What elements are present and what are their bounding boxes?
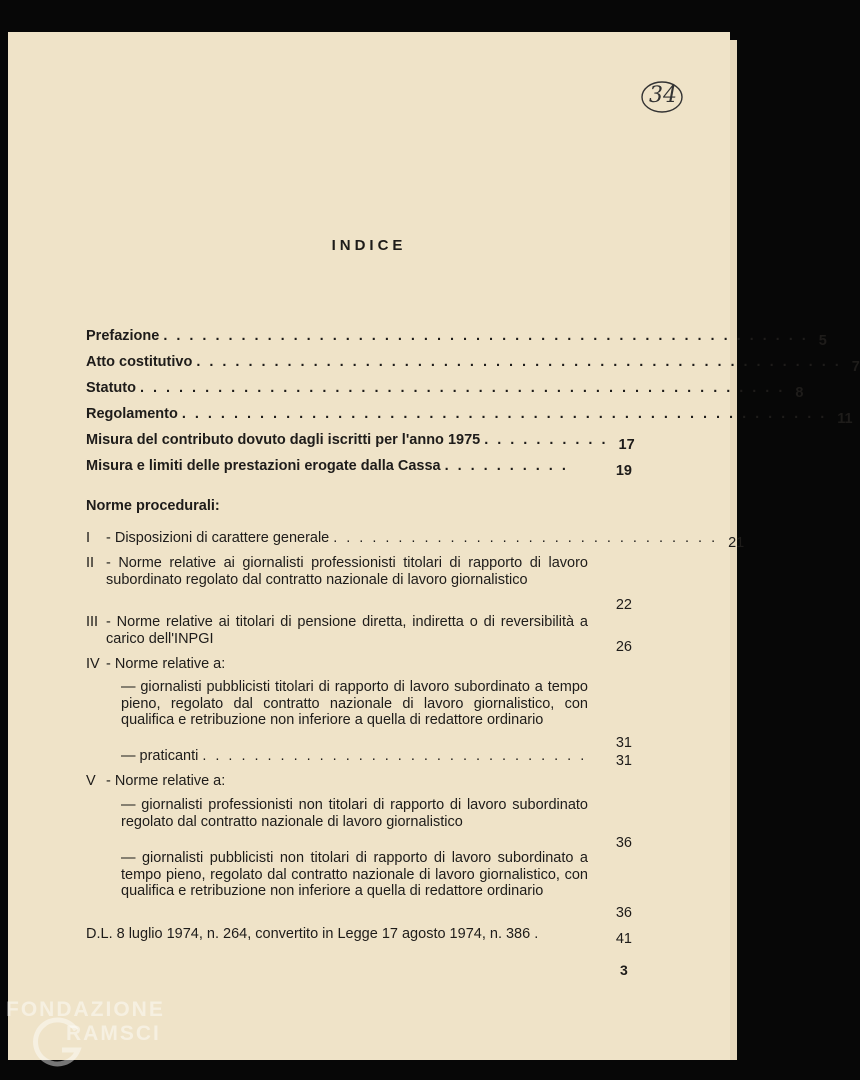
- page-title: INDICE: [331, 237, 407, 254]
- item-number: I: [86, 530, 91, 546]
- toc-entry-label: Regolamento: [86, 406, 178, 422]
- archive-stamp: [640, 80, 684, 112]
- norme-item-page-row: [568, 592, 632, 613]
- norme-subitem-page-row: [568, 730, 632, 751]
- norme-subitem: [121, 748, 632, 769]
- toc-entry-label: Atto costitutivo: [86, 354, 193, 370]
- decree-text: D.L. 8 luglio 1974, n. 264, convertito in Legge 17 agosto 1974, n. 386 .: [86, 926, 539, 942]
- toc-entry-label: Statuto: [86, 380, 136, 396]
- norme-subitem-page: 31: [615, 735, 632, 751]
- norme-subitem-text: — giornalisti pubblicisti titolari di rapporto di lavoro subordinato a tempo pieno, regolato dal contratto nazionale di lavoro giornalistico, con qualifica e retribuzione non inferiore a quella di redattore ordinario: [121, 679, 588, 728]
- stamp-number: 34: [649, 83, 677, 108]
- norme-subitem-text: — giornalisti professionisti non titolari di rapporto di lavoro subordinato regolato dal contratto nazionale di lavoro giornalistico: [121, 797, 588, 830]
- watermark-line1: FONDAZIONE: [6, 998, 165, 1021]
- norme-item-page: 26: [615, 639, 632, 655]
- item-number: II: [86, 555, 95, 571]
- norme-item-text: - Disposizioni di carattere generale: [106, 530, 330, 546]
- watermark-line2: RAMSCI: [66, 1022, 161, 1045]
- toc-entry-label: Misura e limiti delle prestazioni erogate dalla Cassa: [86, 458, 441, 474]
- norme-heading: Norme procedurali:: [86, 498, 220, 514]
- leader-dots: ..........: [444, 458, 575, 474]
- norme-item-page: 22: [615, 597, 632, 613]
- norme-item-page: 21: [728, 535, 745, 551]
- norme-item-text: - Norme relative ai titolari di pensione diretta, indiretta o di reversibilità a carico dell'INPGI: [106, 614, 588, 647]
- leader-dots: ..................................................: [181, 406, 834, 422]
- norme-subitem-page: 36: [615, 835, 632, 851]
- toc-entry-page: 17: [618, 437, 635, 453]
- norme-item-text: - Norme relative a:: [106, 773, 226, 789]
- toc-entry-label: Prefazione: [86, 328, 160, 344]
- page-number: 3: [620, 962, 628, 978]
- document-page: [8, 32, 860, 1060]
- norme-subitem-text: — giornalisti pubblicisti non titolari di rapporto di lavoro subordinato a tempo pieno, regolato dal contratto nazionale di lavoro giornalistico, con qualifica e retribuzione non inferiore a quella di redattore ordinario: [121, 850, 588, 899]
- toc-entry: [86, 458, 632, 479]
- toc-entry-page: 5: [818, 333, 827, 349]
- item-number: III: [86, 614, 99, 630]
- toc-entry-page: 8: [795, 385, 804, 401]
- decree-entry: [86, 926, 632, 947]
- item-number: V: [86, 773, 96, 789]
- norme-item-text: - Norme relative a:: [106, 656, 226, 672]
- norme-subitem-page-row: [568, 900, 632, 921]
- norme-item-text: - Norme relative ai giornalisti professionisti titolari di rapporto di lavoro subordinato regolato dal contratto nazionale di lavoro giornalistico: [106, 555, 588, 588]
- leader-dots: ..............................: [333, 530, 725, 546]
- norme-item: [106, 530, 745, 551]
- toc-entry: [86, 406, 853, 427]
- leader-dots: ..................................................: [196, 354, 848, 370]
- toc-entry: [86, 432, 635, 453]
- norme-subitem-page: 31: [615, 753, 632, 769]
- toc-entry-page: 11: [837, 411, 853, 427]
- norme-subitem-text: — praticanti: [121, 748, 199, 764]
- toc-entry: [86, 328, 827, 349]
- toc-entry-label: Misura del contributo dovuto dagli iscritti per l'anno 1975: [86, 432, 481, 448]
- toc-entry-page: 7: [851, 359, 860, 375]
- leader-dots: ..................................................: [163, 328, 815, 344]
- norme-subitem-page: 36: [615, 905, 632, 921]
- toc-entry: [86, 354, 860, 375]
- leader-dots: ..........: [484, 432, 615, 448]
- item-number: IV: [86, 656, 100, 672]
- norme-item-page-row: [568, 634, 632, 655]
- toc-entry-page: 19: [615, 463, 632, 479]
- toc-entry: [86, 380, 804, 401]
- decree-page: 41: [615, 931, 632, 947]
- leader-dots: ..................................................: [139, 380, 792, 396]
- norme-subitem-page-row: [568, 830, 632, 851]
- watermark-logo: [6, 998, 191, 1068]
- leader-dots: ..............................: [202, 748, 594, 764]
